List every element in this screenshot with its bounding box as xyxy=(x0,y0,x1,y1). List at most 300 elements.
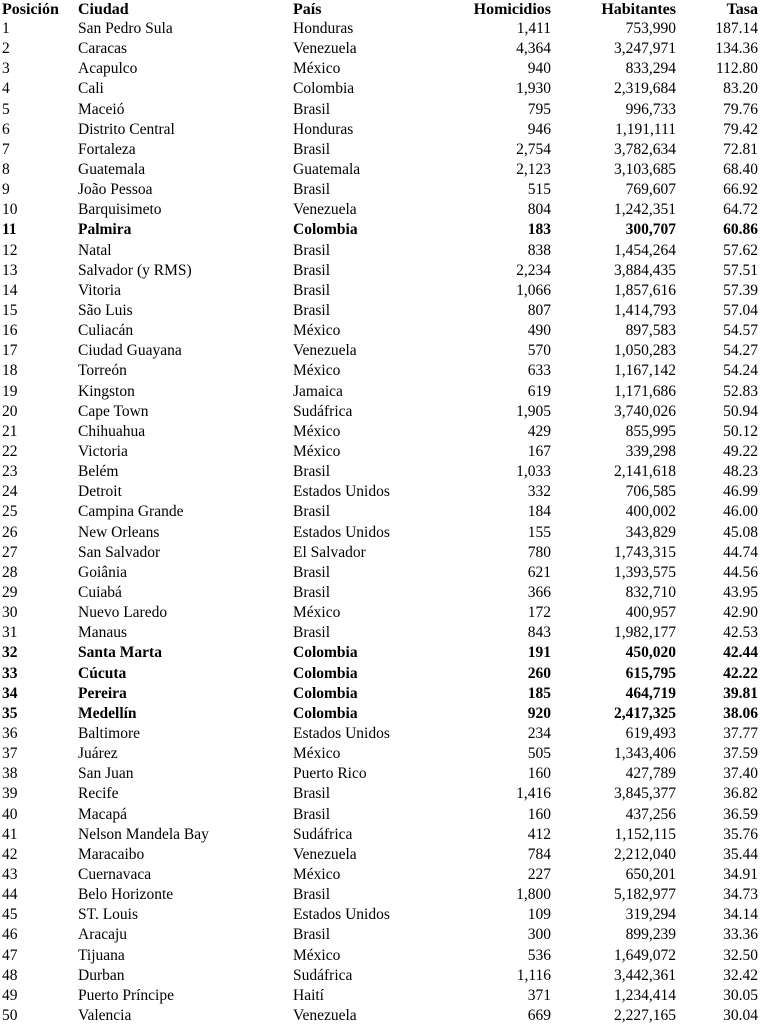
table-row xyxy=(0,361,760,381)
cell-position: 23 xyxy=(2,463,18,481)
cell-rate: 44.56 xyxy=(723,563,758,581)
cell-homicides: 109 xyxy=(527,906,551,924)
cell-position: 35 xyxy=(2,704,18,722)
cell-country: Honduras xyxy=(293,120,354,138)
cell-inhabitants: 300,707 xyxy=(625,221,676,239)
cell-inhabitants: 1,152,115 xyxy=(614,825,676,843)
cell-position: 31 xyxy=(2,624,18,642)
cell-homicides: 160 xyxy=(527,805,551,823)
table-row xyxy=(0,502,760,522)
cell-city: Valencia xyxy=(78,1006,132,1024)
cell-inhabitants: 1,234,414 xyxy=(614,986,676,1004)
header-inhabitants: Habitantes xyxy=(601,1,676,18)
cell-inhabitants: 706,585 xyxy=(625,483,676,501)
table-row xyxy=(0,402,760,422)
cell-country: Sudáfrica xyxy=(293,402,353,420)
cell-country: Venezuela xyxy=(293,1006,357,1024)
header-row xyxy=(0,0,760,19)
cell-position: 12 xyxy=(2,241,18,259)
cell-rate: 30.04 xyxy=(723,1006,758,1024)
cell-homicides: 795 xyxy=(527,100,551,118)
table-row xyxy=(0,744,760,764)
cell-city: Tijuana xyxy=(78,946,125,964)
table-row xyxy=(0,160,760,180)
cell-city: Belo Horizonte xyxy=(78,886,174,904)
cell-position: 13 xyxy=(2,261,18,279)
cell-city: Caracas xyxy=(78,40,128,58)
cell-homicides: 260 xyxy=(527,664,551,682)
cell-position: 44 xyxy=(2,886,18,904)
cell-homicides: 1,800 xyxy=(516,886,551,904)
cell-inhabitants: 437,256 xyxy=(625,805,676,823)
cell-country: Venezuela xyxy=(293,342,357,360)
cell-inhabitants: 615,795 xyxy=(625,664,676,682)
cell-homicides: 371 xyxy=(527,986,551,1004)
cell-position: 34 xyxy=(2,684,18,702)
cell-city: Natal xyxy=(78,241,112,259)
cell-country: Estados Unidos xyxy=(293,906,390,924)
cell-homicides: 1,033 xyxy=(516,463,551,481)
cell-homicides: 172 xyxy=(527,604,551,622)
cell-inhabitants: 899,239 xyxy=(625,926,676,944)
cell-country: Venezuela xyxy=(293,201,357,219)
cell-rate: 60.86 xyxy=(723,221,758,239)
cell-city: Distrito Central xyxy=(78,120,175,138)
cell-homicides: 2,754 xyxy=(516,140,551,158)
table-row xyxy=(0,241,760,261)
cell-rate: 72.81 xyxy=(723,140,758,158)
cell-city: Cali xyxy=(78,80,104,98)
cell-city: Cúcuta xyxy=(78,664,127,682)
cell-inhabitants: 996,733 xyxy=(625,100,676,118)
cell-country: Venezuela xyxy=(293,40,357,58)
cell-rate: 37.77 xyxy=(723,724,758,742)
cell-inhabitants: 427,789 xyxy=(625,765,676,783)
cell-city: Cape Town xyxy=(78,402,149,420)
cell-position: 42 xyxy=(2,845,18,863)
cell-country: Brasil xyxy=(293,100,331,118)
cell-homicides: 160 xyxy=(527,765,551,783)
cell-rate: 68.40 xyxy=(723,161,758,179)
cell-homicides: 946 xyxy=(527,120,551,138)
cell-inhabitants: 5,182,977 xyxy=(614,886,676,904)
cell-country: Colombia xyxy=(293,684,358,702)
cell-city: Medellín xyxy=(78,704,137,722)
cell-city: Campina Grande xyxy=(78,503,184,521)
cell-country: México xyxy=(293,60,341,78)
cell-city: Aracaju xyxy=(78,926,128,944)
table-row xyxy=(0,583,760,603)
cell-position: 10 xyxy=(2,201,18,219)
cell-city: Santa Marta xyxy=(78,644,162,662)
cell-position: 19 xyxy=(2,382,18,400)
cell-rate: 37.40 xyxy=(723,765,758,783)
cell-rate: 36.82 xyxy=(723,785,758,803)
table-row xyxy=(0,885,760,905)
cell-country: México xyxy=(293,946,341,964)
cell-country: México xyxy=(293,745,341,763)
cell-position: 17 xyxy=(2,342,18,360)
cell-rate: 79.76 xyxy=(723,100,758,118)
cell-city: Vitoria xyxy=(78,281,121,299)
cell-city: ST. Louis xyxy=(78,906,138,924)
cell-rate: 32.50 xyxy=(723,946,758,964)
table-row xyxy=(0,684,760,704)
cell-homicides: 490 xyxy=(527,322,551,340)
cell-position: 29 xyxy=(2,584,18,601)
cell-city: San Salvador xyxy=(78,543,161,561)
cell-inhabitants: 1,414,793 xyxy=(614,302,676,320)
cell-inhabitants: 3,782,634 xyxy=(614,140,676,158)
cell-country: Brasil xyxy=(293,886,331,904)
cell-inhabitants: 2,141,618 xyxy=(614,463,676,481)
cell-city: Juárez xyxy=(78,745,118,763)
cell-position: 11 xyxy=(2,221,17,239)
cell-position: 36 xyxy=(2,724,18,742)
cell-country: México xyxy=(293,443,341,461)
cell-position: 15 xyxy=(2,302,18,320)
cell-city: Durban xyxy=(78,966,125,984)
cell-inhabitants: 650,201 xyxy=(625,865,676,883)
cell-homicides: 185 xyxy=(527,684,551,702)
cell-country: México xyxy=(293,865,341,883)
cell-inhabitants: 3,845,377 xyxy=(614,785,676,803)
cell-rate: 64.72 xyxy=(723,201,758,219)
cell-position: 18 xyxy=(2,362,18,380)
cell-position: 7 xyxy=(2,140,10,158)
cell-homicides: 4,364 xyxy=(516,40,551,58)
cell-country: Brasil xyxy=(293,563,331,581)
cell-inhabitants: 1,454,264 xyxy=(614,241,676,259)
cell-country: Brasil xyxy=(293,624,331,642)
cell-city: Belém xyxy=(78,463,119,481)
cell-country: México xyxy=(293,604,341,622)
table-row xyxy=(0,120,760,140)
cell-position: 45 xyxy=(2,906,18,924)
cell-homicides: 621 xyxy=(527,563,551,581)
table-row xyxy=(0,442,760,462)
cell-homicides: 1,930 xyxy=(516,80,551,98)
cell-position: 50 xyxy=(2,1006,18,1024)
cell-inhabitants: 832,710 xyxy=(625,584,676,601)
cell-homicides: 536 xyxy=(527,946,551,964)
cell-inhabitants: 1,743,315 xyxy=(614,543,676,561)
cell-homicides: 920 xyxy=(527,704,551,722)
cell-rate: 66.92 xyxy=(723,181,758,199)
cell-city: San Pedro Sula xyxy=(78,20,173,38)
cell-country: México xyxy=(293,362,341,380)
cell-city: Maceió xyxy=(78,100,125,118)
cell-homicides: 804 xyxy=(527,201,551,219)
cell-position: 22 xyxy=(2,443,18,461)
cell-inhabitants: 400,002 xyxy=(625,503,676,521)
cell-city: San Juan xyxy=(78,765,134,783)
cell-rate: 57.04 xyxy=(723,302,758,320)
cell-rate: 34.73 xyxy=(723,886,758,904)
cell-position: 32 xyxy=(2,644,18,662)
table-row xyxy=(0,140,760,160)
cell-position: 48 xyxy=(2,966,18,984)
cell-homicides: 191 xyxy=(527,644,551,662)
cell-position: 38 xyxy=(2,765,18,783)
table-row xyxy=(0,321,760,341)
table-row xyxy=(0,804,760,824)
table-row xyxy=(0,341,760,361)
cell-city: Maracaibo xyxy=(78,845,145,863)
cell-country: Brasil xyxy=(293,805,331,823)
table-row xyxy=(0,664,760,684)
cell-rate: 46.99 xyxy=(723,483,758,501)
table-row xyxy=(0,462,760,482)
cell-position: 3 xyxy=(2,60,10,78)
cell-inhabitants: 2,319,684 xyxy=(614,80,676,98)
cell-rate: 36.59 xyxy=(723,805,758,823)
cell-position: 30 xyxy=(2,604,18,622)
cell-homicides: 1,411 xyxy=(516,20,551,38)
cell-rate: 33.36 xyxy=(723,926,758,944)
table-row xyxy=(0,79,760,99)
cell-inhabitants: 3,740,026 xyxy=(614,402,676,420)
header-city: Ciudad xyxy=(78,1,129,18)
cell-inhabitants: 619,493 xyxy=(625,724,676,742)
cell-inhabitants: 1,050,283 xyxy=(614,342,676,360)
cell-position: 2 xyxy=(2,40,10,58)
cell-country: Brasil xyxy=(293,281,331,299)
cell-city: Nuevo Laredo xyxy=(78,604,168,622)
cell-city: New Orleans xyxy=(78,523,160,541)
cell-rate: 42.44 xyxy=(723,644,758,662)
table-row xyxy=(0,482,760,502)
cell-city: Culiacán xyxy=(78,322,134,340)
cell-rate: 43.95 xyxy=(723,584,758,601)
cell-city: Recife xyxy=(78,785,119,803)
cell-inhabitants: 833,294 xyxy=(625,60,676,78)
cell-homicides: 669 xyxy=(527,1006,551,1024)
cell-inhabitants: 343,829 xyxy=(625,523,676,541)
cell-city: Salvador (y RMS) xyxy=(78,261,192,279)
table-row xyxy=(0,100,760,120)
cell-city: Barquisimeto xyxy=(78,201,162,219)
cell-homicides: 619 xyxy=(527,382,551,400)
cell-position: 20 xyxy=(2,402,18,420)
cell-city: Ciudad Guayana xyxy=(78,342,182,360)
cell-position: 24 xyxy=(2,483,18,501)
cell-country: Venezuela xyxy=(293,845,357,863)
cell-rate: 54.27 xyxy=(723,342,758,360)
cell-inhabitants: 400,957 xyxy=(625,604,676,622)
cell-homicides: 843 xyxy=(527,624,551,642)
cell-country: Sudáfrica xyxy=(293,825,353,843)
cell-position: 9 xyxy=(2,181,10,199)
header-country: País xyxy=(293,1,322,18)
cell-country: Colombia xyxy=(293,221,358,239)
header-rate: Tasa xyxy=(726,1,758,18)
cell-position: 14 xyxy=(2,281,18,299)
cell-position: 6 xyxy=(2,120,10,138)
cell-rate: 34.14 xyxy=(723,906,758,924)
cell-country: Haití xyxy=(293,986,324,1004)
table-body xyxy=(0,19,760,1026)
cell-position: 4 xyxy=(2,80,10,98)
cell-city: Palmira xyxy=(78,221,132,239)
cell-homicides: 155 xyxy=(527,523,551,541)
cell-homicides: 184 xyxy=(527,503,551,521)
cell-inhabitants: 339,298 xyxy=(625,443,676,461)
cell-homicides: 1,416 xyxy=(516,785,551,803)
cell-city: Detroit xyxy=(78,483,122,501)
cell-rate: 32.42 xyxy=(723,966,758,984)
header-position: Posición xyxy=(2,1,59,18)
cell-country: Brasil xyxy=(293,926,331,944)
cell-homicides: 167 xyxy=(527,443,551,461)
cell-country: Brasil xyxy=(293,140,331,158)
cell-rate: 35.44 xyxy=(723,845,758,863)
table-row xyxy=(0,1006,760,1026)
cell-city: Fortaleza xyxy=(78,140,136,158)
cell-country: Brasil xyxy=(293,302,331,320)
cell-homicides: 940 xyxy=(527,60,551,78)
cell-position: 43 xyxy=(2,865,18,883)
cell-rate: 42.53 xyxy=(723,624,758,642)
table-row xyxy=(0,925,760,945)
cell-homicides: 515 xyxy=(527,181,551,199)
cell-position: 40 xyxy=(2,805,18,823)
cell-inhabitants: 3,442,361 xyxy=(614,966,676,984)
cell-country: El Salvador xyxy=(293,543,366,561)
cell-position: 39 xyxy=(2,785,18,803)
cell-homicides: 183 xyxy=(527,221,551,239)
cell-country: Brasil xyxy=(293,181,331,199)
cell-city: Cuernavaca xyxy=(78,865,152,883)
cell-rate: 52.83 xyxy=(723,382,758,400)
cell-position: 27 xyxy=(2,543,18,561)
table-row xyxy=(0,19,760,39)
cell-position: 8 xyxy=(2,161,10,179)
cell-country: Colombia xyxy=(293,704,358,722)
cell-country: Brasil xyxy=(293,241,331,259)
header-homicides: Homicidios xyxy=(473,1,551,18)
table-row xyxy=(0,784,760,804)
cell-country: Estados Unidos xyxy=(293,724,390,742)
cell-inhabitants: 753,990 xyxy=(625,20,676,38)
cell-rate: 57.62 xyxy=(723,241,758,259)
cell-country: Guatemala xyxy=(293,161,361,179)
cell-homicides: 784 xyxy=(527,845,551,863)
cell-city: Macapá xyxy=(78,805,128,823)
cell-city: Puerto Príncipe xyxy=(78,986,174,1004)
cell-city: Cuiabá xyxy=(78,584,122,601)
cell-rate: 54.57 xyxy=(723,322,758,340)
table-row xyxy=(0,200,760,220)
cell-country: Brasil xyxy=(293,584,331,601)
cell-rate: 45.08 xyxy=(723,523,758,541)
cell-inhabitants: 1,171,686 xyxy=(614,382,676,400)
cell-homicides: 633 xyxy=(527,362,551,380)
cell-city: Goiânia xyxy=(78,563,128,581)
table-row xyxy=(0,724,760,744)
cell-country: Colombia xyxy=(293,664,358,682)
table-row xyxy=(0,382,760,402)
cell-country: Honduras xyxy=(293,20,354,38)
table-row xyxy=(0,59,760,79)
cell-city: Pereira xyxy=(78,684,127,702)
cell-city: São Luis xyxy=(78,302,133,320)
cell-city: Kingston xyxy=(78,382,135,400)
cell-city: Victoria xyxy=(78,443,128,461)
cell-rate: 134.36 xyxy=(715,40,758,58)
table-row xyxy=(0,603,760,623)
cell-country: Estados Unidos xyxy=(293,523,390,541)
cell-rate: 39.81 xyxy=(723,684,758,702)
cell-position: 37 xyxy=(2,745,18,763)
cell-homicides: 838 xyxy=(527,241,551,259)
cell-country: Puerto Rico xyxy=(293,765,367,783)
cell-country: Jamaica xyxy=(293,382,343,400)
cell-inhabitants: 3,884,435 xyxy=(614,261,676,279)
cell-rate: 35.76 xyxy=(723,825,758,843)
cell-position: 33 xyxy=(2,664,18,682)
table-row xyxy=(0,180,760,200)
table-row xyxy=(0,543,760,563)
cell-city: Acapulco xyxy=(78,60,138,78)
cell-rate: 48.23 xyxy=(723,463,758,481)
table-row xyxy=(0,865,760,885)
cell-position: 41 xyxy=(2,825,18,843)
cell-position: 46 xyxy=(2,926,18,944)
cell-homicides: 366 xyxy=(527,584,551,601)
cell-homicides: 807 xyxy=(527,302,551,320)
cell-homicides: 2,234 xyxy=(516,261,551,279)
cell-homicides: 570 xyxy=(527,342,551,360)
cell-position: 5 xyxy=(2,100,10,118)
cell-rate: 49.22 xyxy=(723,443,758,461)
cell-position: 26 xyxy=(2,523,18,541)
table-row xyxy=(0,523,760,543)
cell-homicides: 1,905 xyxy=(516,402,551,420)
table-row xyxy=(0,281,760,301)
cell-rate: 112.80 xyxy=(715,60,758,78)
cell-inhabitants: 897,583 xyxy=(625,322,676,340)
cell-rate: 46.00 xyxy=(723,503,758,521)
cell-homicides: 429 xyxy=(527,422,551,440)
cell-position: 47 xyxy=(2,946,18,964)
cell-position: 1 xyxy=(2,20,10,38)
cell-inhabitants: 2,227,165 xyxy=(614,1006,676,1024)
cell-position: 25 xyxy=(2,503,18,521)
cell-country: Estados Unidos xyxy=(293,483,390,501)
cell-city: Chihuahua xyxy=(78,422,146,440)
cell-inhabitants: 1,982,177 xyxy=(614,624,676,642)
cell-homicides: 780 xyxy=(527,543,551,561)
cell-country: Sudáfrica xyxy=(293,966,353,984)
table-row xyxy=(0,220,760,240)
cell-rate: 50.94 xyxy=(723,402,758,420)
cell-rate: 42.90 xyxy=(723,604,758,622)
cell-homicides: 505 xyxy=(527,745,551,763)
cell-position: 28 xyxy=(2,563,18,581)
table-row xyxy=(0,764,760,784)
cell-inhabitants: 1,167,142 xyxy=(614,362,676,380)
cell-rate: 44.74 xyxy=(723,543,758,561)
cell-country: Brasil xyxy=(293,463,331,481)
table-row xyxy=(0,643,760,663)
table-row xyxy=(0,825,760,845)
cell-rate: 54.24 xyxy=(723,362,758,380)
cell-inhabitants: 855,995 xyxy=(625,422,676,440)
cell-homicides: 332 xyxy=(527,483,551,501)
cell-city: Baltimore xyxy=(78,724,140,742)
cell-homicides: 412 xyxy=(527,825,551,843)
